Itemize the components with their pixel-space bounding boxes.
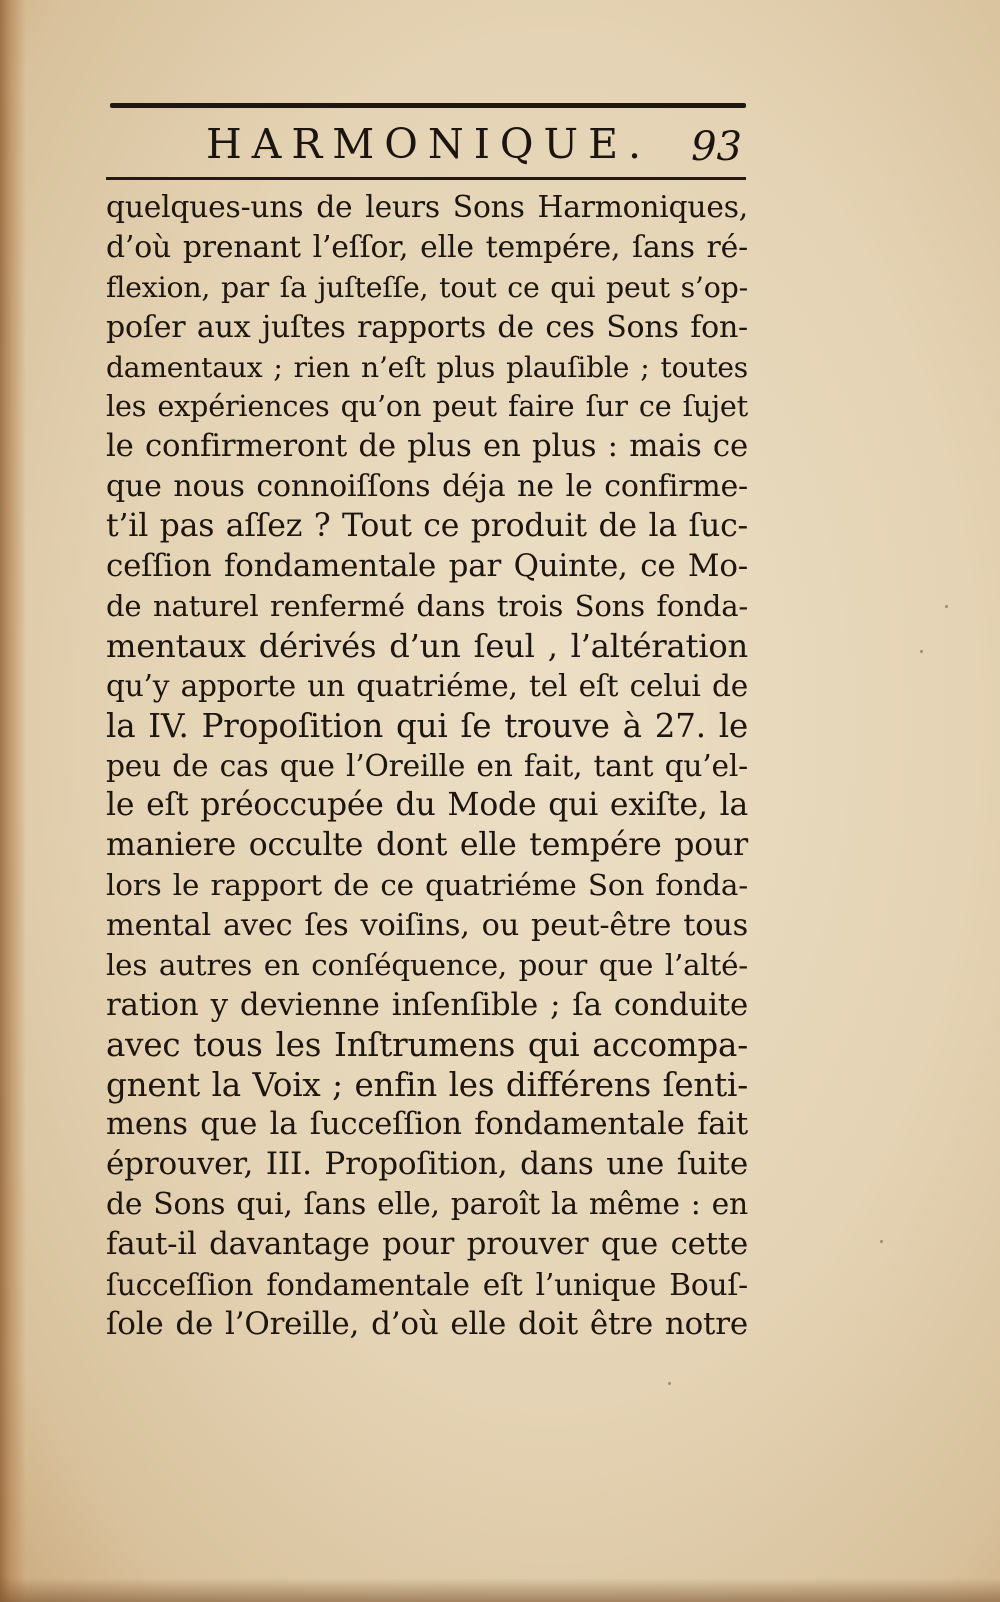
text-line: ſole de l’Oreille, d’où elle doit être notre [106,1305,748,1342]
page-number: 93 [691,124,742,170]
text-line: ſucceſſion fondamentale eſt l’unique Bouſ- [106,1267,748,1303]
text-line: poſer aux juſtes rapports de ces Sons fon- [106,309,748,345]
text-line: gnent la Voix ; enfin les différens ſenti- [106,1065,748,1104]
paper-speck [945,605,948,608]
paper-speck [880,1240,883,1243]
text-line: de naturel renfermé dans trois Sons fonda- [106,588,748,623]
text-line: t’il pas aſſez ? Tout ce produit de la ſuc- [106,508,748,545]
header-top-rule [110,103,746,108]
paper-speck [668,1382,671,1385]
text-line: qu’y apporte un quatriéme, tel eſt celui de [106,668,748,703]
text-line: éprouver, III. Propoſition, dans une ſuite [106,1146,748,1183]
text-line: les autres en conſéquence, pour que l’alté- [106,947,748,982]
text-line: de Sons qui, ſans elle, paroît la même : en [106,1187,748,1223]
text-line: damentaux ; rien n’eſt plus plauſible ; toutes [106,350,748,384]
paper-speck [920,650,923,653]
text-line: ceſſion fondamentale par Quinte, ce Mo- [106,548,748,585]
running-head [106,116,746,172]
running-title: HARMONIQUE. [206,120,652,168]
page-edge-shadow [0,0,26,1602]
text-line: que nous connoiſſons déja ne le confirme- [106,469,748,505]
text-line: les expériences qu’on peut faire ſur ce ſujet [106,389,748,424]
text-line: maniere occulte dont elle tempére pour [106,827,748,864]
text-line: lors le rapport de ce quatriéme Son fonda- [106,868,748,903]
text-line: d’où prenant l’eſſor, elle tempére, ſans ré- [106,229,748,265]
header-bottom-rule [106,177,746,180]
text-line: mentaux dérivés d’un ſeul , l’altération [106,626,748,665]
text-line: ration y devienne inſenſible ; ſa conduite [106,986,748,1023]
text-line: la IV. Propoſition qui ſe trouve à 27. le [106,706,748,745]
text-line: le eſt préoccupée du Mode qui exiſte, la [106,787,748,824]
text-line: le confirmeront de plus en plus : mais ce [106,428,748,465]
text-line: mental avec ſes voiſins, ou peut-être tous [106,908,748,944]
text-line: peu de cas que l’Oreille en fait, tant qu’el- [106,748,748,784]
text-line: quelques-uns de leurs Sons Harmoniques, [106,190,748,225]
body-text [106,188,748,1345]
text-line: mens que la ſucceſſion fondamentale fait [106,1107,748,1143]
text-line: avec tous les Inſtrumens qui accompa- [106,1025,748,1064]
text-line: flexion, par ſa juſteſſe, tout ce qui peut s’op- [106,270,748,304]
text-line: faut-il davantage pour prouver que cette [106,1226,748,1263]
page-bottom-shadow [0,1578,1000,1602]
